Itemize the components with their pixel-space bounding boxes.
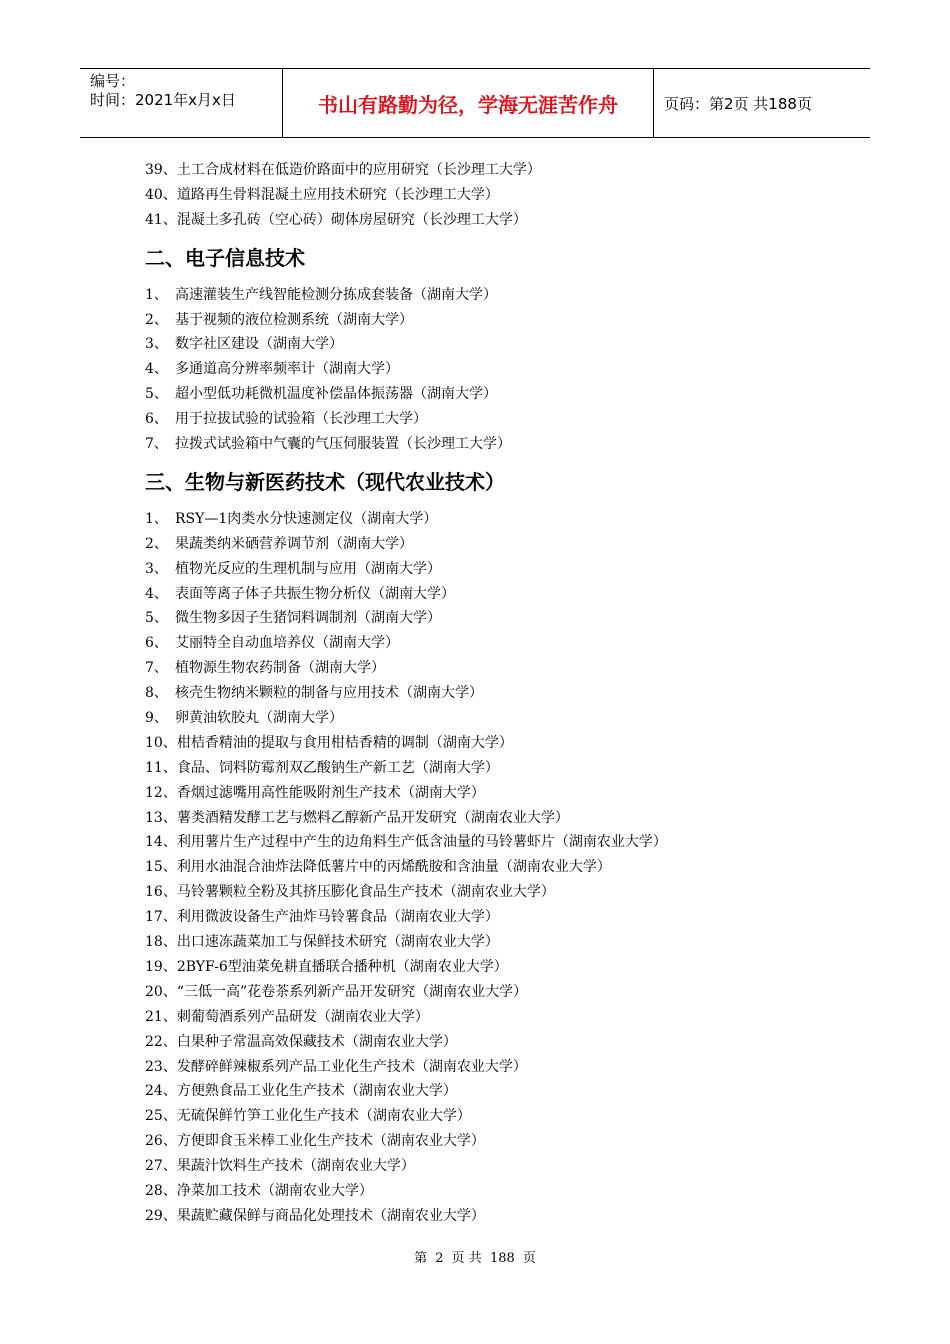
list-item-text: 利用水油混合油炸法降低薯片中的丙烯酰胺和含油量（湖南农业大学） [176, 859, 611, 876]
list-item-text: 白果种子常温高效保藏技术（湖南农业大学） [176, 1033, 457, 1050]
list-item-number: 1、 [145, 286, 168, 303]
list-item [145, 656, 885, 681]
list-item-text: 多通道高分辨率频率计（湖南大学） [175, 361, 399, 378]
section-title-biotech: 三、生物与新医药技术（现代农业技术） [145, 469, 505, 494]
list-item-text: 植物光反应的生理机制与应用（湖南大学） [175, 560, 441, 577]
list-electronics [145, 283, 885, 457]
list-item-number: 2、 [145, 311, 168, 328]
list-item-number: 8、 [145, 685, 168, 702]
list-item [145, 208, 885, 233]
footer-prefix: 第 [414, 1251, 428, 1266]
list-item [145, 1129, 885, 1154]
section-title-electronics: 二、电子信息技术 [145, 245, 305, 270]
list-item-text: 土工合成材料在低造价路面中的应用研究（长沙理工大学） [176, 162, 541, 178]
list-item-number: 17、 [145, 909, 177, 926]
list-item-number: 23、 [145, 1058, 177, 1075]
list-item [145, 830, 885, 855]
list-item [145, 855, 885, 880]
list-item [145, 681, 885, 706]
list-item-number: 25、 [145, 1108, 177, 1125]
list-item-text: 艾丽特全自动血培养仪（湖南大学） [175, 635, 399, 652]
list-item-number: 21、 [145, 1008, 177, 1025]
list-item [145, 955, 885, 980]
number-label: 编号： [90, 72, 136, 90]
footer-total-pages: 188 [489, 1251, 515, 1266]
list-item [145, 308, 885, 333]
list-item-number: 29、 [145, 1207, 177, 1224]
list-item-number: 22、 [145, 1033, 177, 1050]
list-item [145, 1154, 885, 1179]
list-item [145, 606, 885, 631]
list-item [145, 905, 885, 930]
list-item-number: 4、 [145, 361, 168, 378]
list-item-text: 卵黄油软胶丸（湖南大学） [175, 710, 343, 727]
list-item-number: 13、 [145, 809, 177, 826]
list-item [145, 507, 885, 532]
header-meta [80, 69, 283, 137]
list-item [145, 382, 885, 407]
list-item-text: 马铃薯颗粒全粉及其挤压膨化食品生产技术（湖南农业大学） [176, 884, 555, 901]
list-item [145, 1104, 885, 1129]
list-item-number: 15、 [145, 859, 177, 876]
list-item-number: 19、 [145, 958, 177, 975]
header-motto: 书山有路勤为径，学海无涯苦作舟 [283, 69, 654, 137]
list-item-number: 28、 [145, 1182, 177, 1199]
list-item-text: 微生物多因子生猪饲料调制剂（湖南大学） [175, 610, 441, 627]
list-item [145, 806, 885, 831]
list-item-number: 4、 [145, 585, 168, 602]
list-item [145, 532, 885, 557]
list-item [145, 582, 885, 607]
list-item-number: 3、 [145, 336, 168, 353]
list-item-text: 基于视频的液位检测系统（湖南大学） [175, 311, 413, 328]
list-item-number: 2、 [145, 535, 168, 552]
list-item-number: 40、 [145, 186, 177, 203]
list-item-text: 超小型低功耗微机温度补偿晶体振荡器（湖南大学） [175, 386, 497, 403]
date-label: 时间：2021年x月x日 [90, 91, 236, 109]
list-item [145, 756, 885, 781]
list-item-text: 刺葡萄酒系列产品研发（湖南农业大学） [176, 1008, 429, 1025]
list-item-text: 薯类酒精发酵工艺与燃料乙醇新产品开发研究（湖南农业大学） [176, 809, 569, 826]
list-item-text: 方便熟食品工业化生产技术（湖南农业大学） [176, 1083, 457, 1100]
list-item-number: 18、 [145, 934, 177, 951]
list-item-text: 果蔬汁饮料生产技术（湖南农业大学） [176, 1158, 415, 1175]
list-item [145, 357, 885, 382]
list-item-text: 柑桔香精油的提取与食用柑桔香精的调制（湖南大学） [176, 734, 513, 751]
list-item [145, 631, 885, 656]
list-item-number: 14、 [145, 834, 177, 851]
list-item-text: 发酵碎鲜辣椒系列产品工业化生产技术（湖南农业大学） [176, 1058, 527, 1075]
document-body [145, 158, 885, 1229]
list-item-number: 3、 [145, 560, 168, 577]
list-item [145, 880, 885, 905]
list-item-text: 果蔬贮藏保鲜与商品化处理技术（湖南农业大学） [176, 1207, 485, 1224]
list-item-text: RSY—1肉类水分快速测定仪（湖南大学） [175, 510, 438, 527]
list-item [145, 332, 885, 357]
list-item-number: 6、 [145, 411, 168, 428]
list-item-number: 5、 [145, 610, 168, 627]
list-item-text: 拉拨式试验箱中气囊的气压伺服装置（长沙理工大学） [175, 436, 511, 453]
page-footer [0, 1247, 950, 1266]
list-item [145, 407, 885, 432]
list-item [145, 1005, 885, 1030]
list-item [145, 706, 885, 731]
header-page-info: 页码：第2页 共188页 [664, 94, 812, 113]
list-item [145, 1179, 885, 1204]
list-item-text: 方便即食玉米棒工业化生产技术（湖南农业大学） [176, 1133, 485, 1150]
document-header [80, 68, 870, 138]
list-item-number: 26、 [145, 1133, 177, 1150]
list-item [145, 731, 885, 756]
list-item [145, 781, 885, 806]
list-item-number: 20、 [145, 983, 177, 1000]
list-item [145, 283, 885, 308]
list-item-text: 果蔬类纳米硒营养调节剂（湖南大学） [175, 535, 413, 552]
list-item-number: 7、 [145, 660, 168, 677]
list-item-text: “三低一高”花卷茶系列新产品开发研究（湖南农业大学） [176, 983, 528, 1000]
list-item-text: 出口速冻蔬菜加工与保鲜技术研究（湖南农业大学） [176, 934, 499, 951]
list-item-number: 11、 [145, 759, 177, 776]
list-item [145, 1030, 885, 1055]
list-item-text: 食品、饲料防霉剂双乙酸钠生产新工艺（湖南大学） [176, 759, 499, 776]
list-item-number: 24、 [145, 1083, 177, 1100]
list-item-text: 混凝土多孔砖（空心砖）砌体房屋研究（长沙理工大学） [176, 211, 527, 228]
list-item-text: 香烟过滤嘴用高性能吸附剂生产技术（湖南大学） [176, 784, 485, 801]
list-item-number: 1、 [145, 510, 168, 527]
footer-page-number: 2 [435, 1251, 444, 1266]
list-continued [145, 158, 885, 233]
list-item-text: 高速灌装生产线智能检测分拣成套装备（湖南大学） [175, 286, 497, 303]
footer-suffix: 页 [522, 1251, 536, 1266]
list-item [145, 930, 885, 955]
list-item-number: 7、 [145, 436, 168, 453]
list-item-number: 6、 [145, 635, 168, 652]
list-item [145, 1055, 885, 1080]
list-biotech-part1 [145, 507, 885, 731]
list-biotech-part2 [145, 731, 885, 1229]
list-item [145, 1204, 885, 1229]
footer-middle: 页 共 [451, 1251, 482, 1266]
list-item-text: 数字社区建设（湖南大学） [175, 336, 343, 353]
list-item [145, 158, 885, 183]
list-item-number: 16、 [145, 884, 177, 901]
list-item-number: 10、 [145, 734, 177, 751]
list-item-text: 利用微波设备生产油炸马铃薯食品（湖南农业大学） [176, 909, 499, 926]
list-item-number: 27、 [145, 1158, 177, 1175]
list-item-text: 利用薯片生产过程中产生的边角料生产低含油量的马铃薯虾片（湖南农业大学） [176, 834, 667, 851]
list-item-text: 2BYF-6型油菜免耕直播联合播种机（湖南农业大学） [176, 958, 508, 975]
list-item-number: 12、 [145, 784, 177, 801]
list-item-text: 道路再生骨料混凝土应用技术研究（长沙理工大学） [176, 186, 499, 203]
list-item-text: 用于拉拔试验的试验箱（长沙理工大学） [175, 411, 427, 428]
list-item-number: 9、 [145, 710, 168, 727]
list-item-number: 41、 [145, 211, 177, 228]
list-item-text: 核壳生物纳米颗粒的制备与应用技术（湖南大学） [175, 685, 483, 702]
list-item-text: 净菜加工技术（湖南农业大学） [176, 1182, 373, 1199]
list-item [145, 1079, 885, 1104]
list-item [145, 557, 885, 582]
list-item [145, 183, 885, 208]
list-item-number: 5、 [145, 386, 168, 403]
list-item-text: 植物源生物农药制备（湖南大学） [175, 660, 385, 677]
list-item-text: 无硫保鲜竹笋工业化生产技术（湖南农业大学） [176, 1108, 471, 1125]
list-item [145, 980, 885, 1005]
list-item-number: 39、 [145, 162, 177, 178]
list-item [145, 432, 885, 457]
list-item-text: 表面等离子体子共振生物分析仪（湖南大学） [175, 585, 455, 602]
